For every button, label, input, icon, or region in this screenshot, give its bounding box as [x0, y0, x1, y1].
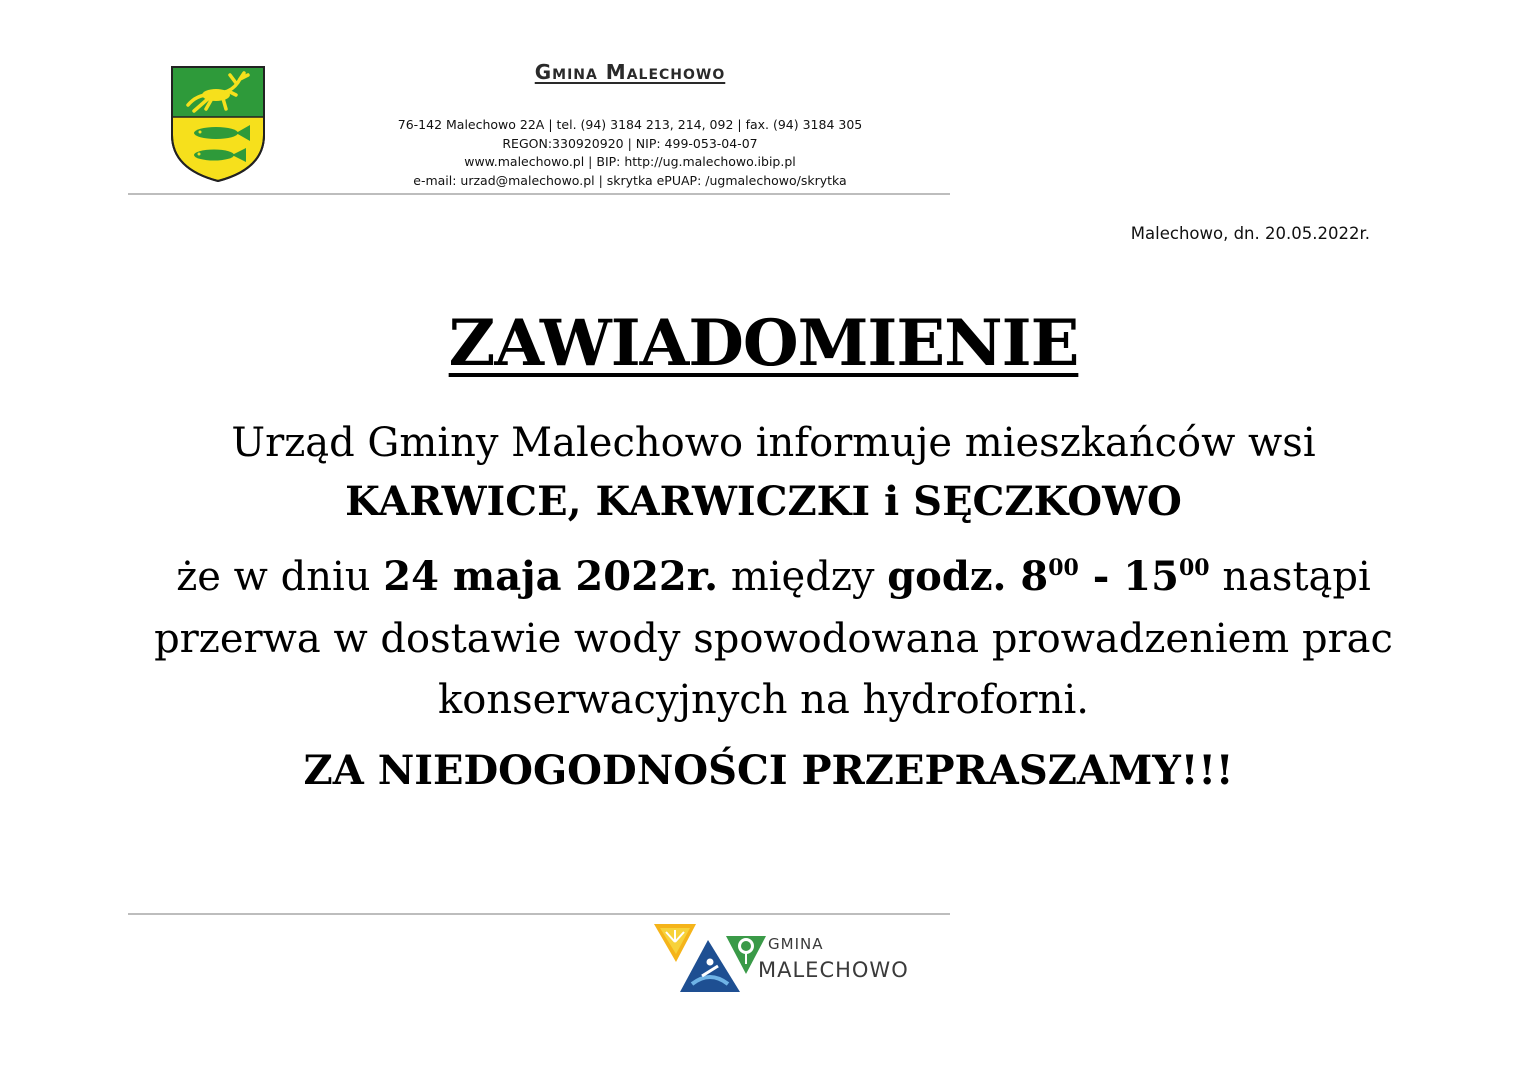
contact-address-line: 76-142 Malechowo 22A | tel. (94) 3184 213, 214, 092 | fax. (94) 3184 305: [397, 117, 863, 132]
contact-regon-line: REGON:330920920 | NIP: 499-053-04-07: [502, 136, 758, 151]
footer-municipality-name: MALECHOWO: [758, 958, 909, 982]
notice-cause-line: konserwacyjnych na hydroforni.: [438, 677, 1089, 723]
header-divider: [128, 193, 950, 195]
contact-email-line: e-mail: urzad@malechowo.pl | skrytka ePUAP: /ugmalechowo/skrytka: [413, 173, 847, 188]
gmina-logo-icon: [652, 922, 772, 994]
date-prefix: że w dniu: [176, 554, 371, 600]
footer-divider: [128, 913, 950, 915]
coat-of-arms-icon: [170, 65, 266, 183]
date-between: między: [730, 554, 875, 600]
date-suffix: nastąpi: [1222, 554, 1371, 600]
hours-range: godz. $8^{00} - 15^{00}$: [887, 553, 1210, 600]
notice-intro: Urząd Gminy Malechowo informuje mieszkańców wsi: [231, 420, 1316, 466]
notice-date-line: [10, 553, 1527, 600]
notice-title: ZAWIADOMIENIE: [448, 306, 1079, 381]
notice-break-line: przerwa w dostawie wody spowodowana prowadzeniem prac: [154, 616, 1393, 662]
organization-title: Gmina Malechowo: [534, 60, 726, 84]
contact-web-line: www.malechowo.pl | BIP: http://ug.malechowo.ibip.pl: [464, 154, 796, 169]
footer-gmina-label: GMINA: [768, 935, 824, 953]
notice-apology: ZA NIEDOGODNOŚCI PRZEPRASZAMY!!!: [303, 747, 1234, 794]
document-date: Malechowo, dn. 20.05.2022r.: [1130, 224, 1370, 243]
notice-places: KARWICE, KARWICZKI i SĘCZKOWO: [345, 478, 1182, 525]
date-value: 24 maja 2022r.: [383, 553, 719, 600]
